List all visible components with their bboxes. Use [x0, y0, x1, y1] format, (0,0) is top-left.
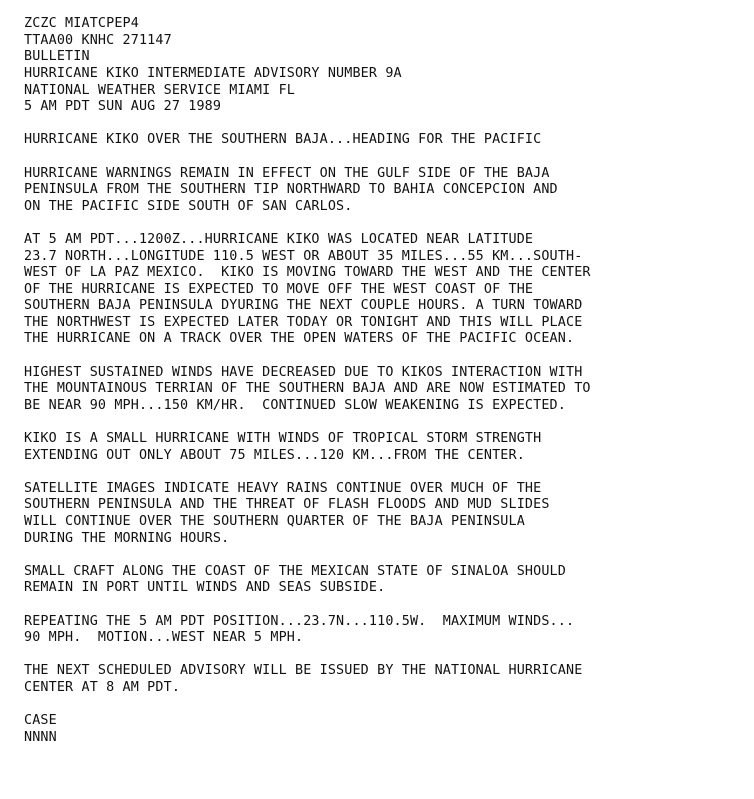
header-line: NATIONAL WEATHER SERVICE MIAMI FL [24, 82, 295, 98]
winds-line: THE MOUNTAINOUS TERRIAN OF THE SOUTHERN BAJA AND ARE NOW ESTIMATED TO [24, 381, 591, 397]
next-advisory-line: CENTER AT 8 AM PDT. [24, 679, 181, 695]
rains-paragraph [24, 481, 744, 547]
rains-line: SOUTHERN PENINSULA AND THE THREAT OF FLASH FLOODS AND MUD SLIDES [24, 497, 550, 513]
small-craft-paragraph [24, 564, 744, 597]
repeating-line: 90 MPH. MOTION...WEST NEAR 5 MPH. [24, 630, 304, 646]
headline-paragraph [24, 132, 744, 149]
position-line: OF THE HURRICANE IS EXPECTED TO MOVE OFF THE WEST COAST OF THE [24, 281, 534, 297]
position-line: AT 5 AM PDT...1200Z...HURRICANE KIKO WAS LOCATED NEAR LATITUDE [24, 231, 534, 247]
footer [24, 713, 744, 746]
rains-line: DURING THE MORNING HOURS. [24, 530, 230, 546]
warnings-paragraph [24, 166, 744, 216]
header-line: 5 AM PDT SUN AUG 27 1989 [24, 99, 222, 115]
bulletin-header [24, 16, 744, 116]
position-line: THE HURRICANE ON A TRACK OVER THE OPEN WATERS OF THE PACIFIC OCEAN. [24, 331, 575, 347]
footer-line: CASE [24, 713, 57, 729]
next-advisory-line: THE NEXT SCHEDULED ADVISORY WILL BE ISSUED BY THE NATIONAL HURRICANE [24, 663, 583, 679]
winds-paragraph [24, 365, 744, 415]
small-craft-line: REMAIN IN PORT UNTIL WINDS AND SEAS SUBSIDE. [24, 580, 386, 596]
position-line: WEST OF LA PAZ MEXICO. KIKO IS MOVING TOWARD THE WEST AND THE CENTER [24, 265, 591, 281]
rains-line: WILL CONTINUE OVER THE SOUTHERN QUARTER OF THE BAJA PENINSULA [24, 514, 525, 529]
position-line: SOUTHERN BAJA PENINSULA DYURING THE NEXT COUPLE HOURS. A TURN TOWARD [24, 298, 583, 314]
header-line: BULLETIN [24, 49, 90, 65]
position-line: THE NORTHWEST IS EXPECTED LATER TODAY OR TONIGHT AND THIS WILL PLACE [24, 314, 583, 330]
footer-line: NNNN [24, 729, 57, 745]
repeating-line: REPEATING THE 5 AM PDT POSITION...23.7N...110.5W. MAXIMUM WINDS... [24, 613, 575, 629]
headline-line: HURRICANE KIKO OVER THE SOUTHERN BAJA...HEADING FOR THE PACIFIC [24, 132, 542, 148]
warnings-line: PENINSULA FROM THE SOUTHERN TIP NORTHWARD TO BAHIA CONCEPCION AND [24, 182, 558, 198]
size-line: EXTENDING OUT ONLY ABOUT 75 MILES...120 KM...FROM THE CENTER. [24, 447, 525, 463]
position-paragraph [24, 232, 744, 348]
header-line: HURRICANE KIKO INTERMEDIATE ADVISORY NUMBER 9A [24, 65, 402, 81]
advisory-document [24, 0, 744, 763]
size-paragraph [24, 431, 744, 464]
repeating-paragraph [24, 614, 744, 647]
winds-line: BE NEAR 90 MPH...150 KM/HR. CONTINUED SLOW WEAKENING IS EXPECTED. [24, 397, 566, 413]
next-advisory-paragraph [24, 663, 744, 696]
winds-line: HIGHEST SUSTAINED WINDS HAVE DECREASED DUE TO KIKOS INTERACTION WITH [24, 364, 583, 380]
warnings-line: HURRICANE WARNINGS REMAIN IN EFFECT ON THE GULF SIDE OF THE BAJA [24, 165, 550, 181]
header-line: ZCZC MIATCPEP4 [24, 16, 139, 32]
position-line: 23.7 NORTH...LONGITUDE 110.5 WEST OR ABOUT 35 MILES...55 KM...SOUTH- [24, 248, 583, 264]
size-line: KIKO IS A SMALL HURRICANE WITH WINDS OF TROPICAL STORM STRENGTH [24, 431, 542, 447]
warnings-line: ON THE PACIFIC SIDE SOUTH OF SAN CARLOS. [24, 198, 353, 214]
header-line: TTAA00 KNHC 271147 [24, 32, 172, 48]
small-craft-line: SMALL CRAFT ALONG THE COAST OF THE MEXICAN STATE OF SINALOA SHOULD [24, 563, 566, 579]
rains-line: SATELLITE IMAGES INDICATE HEAVY RAINS CONTINUE OVER MUCH OF THE [24, 480, 542, 496]
